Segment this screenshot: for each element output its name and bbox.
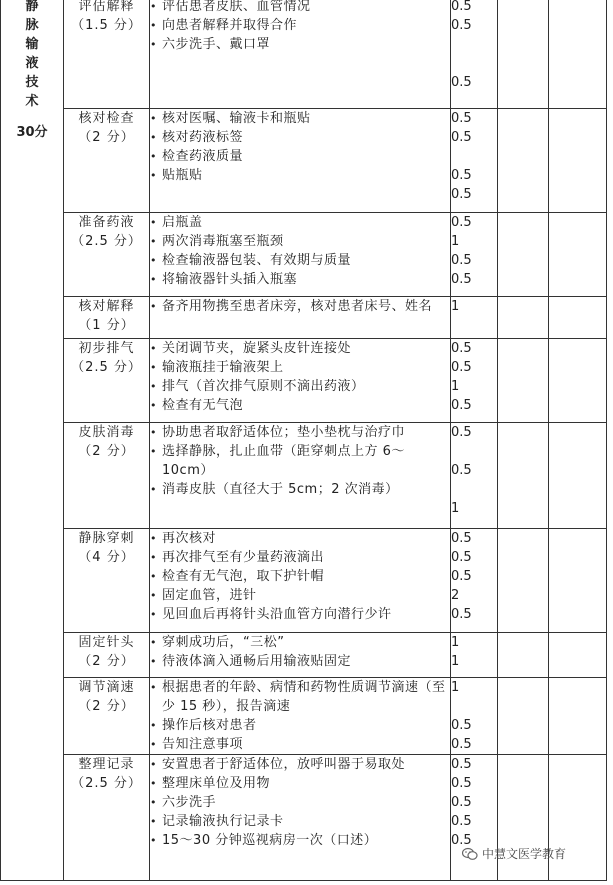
score-value: 0.5 (451, 215, 472, 230)
operation-text: 告知注意事项 (162, 737, 244, 752)
section-row (1, 529, 607, 633)
operation-text: 排气（首次排气原则不滴出药液） (162, 379, 365, 394)
item-cell (64, 213, 150, 297)
watermark-text: 中慧文医学教育 (482, 847, 567, 861)
bullet-icon: • (150, 551, 157, 564)
score-value (451, 54, 497, 73)
item-label: 评估解释 (78, 0, 135, 14)
bullet-icon: • (150, 300, 157, 313)
deduction-cell (498, 339, 549, 423)
bullet-icon: • (150, 131, 157, 144)
score-value (451, 442, 497, 461)
item-points: （2.5 分） (71, 360, 142, 375)
remark-cell (549, 0, 607, 109)
bullet-icon: • (150, 796, 157, 809)
score-value: 0.5 (451, 718, 472, 733)
operation-item (150, 423, 450, 442)
deduction-cell (498, 678, 549, 755)
bullet-icon: • (150, 719, 157, 732)
bullet-icon: • (150, 150, 157, 163)
operation-item (150, 605, 450, 624)
section-row (1, 297, 607, 339)
score-value: 1 (451, 680, 460, 695)
operation-item (150, 548, 450, 567)
operation-text: 将输液器针头插入瓶塞 (162, 272, 298, 287)
bullet-icon: • (150, 483, 157, 496)
operations-cell (150, 633, 451, 678)
operation-item (150, 213, 450, 232)
operation-text: 见回血后再将针头沿血管方向潜行少许 (162, 607, 392, 622)
bullet-icon: • (150, 834, 157, 847)
bullet-icon: • (150, 738, 157, 751)
score-value: 0.5 (451, 360, 472, 375)
operation-item (150, 716, 450, 735)
score-value: 0.5 (451, 531, 472, 546)
section-row (1, 213, 607, 297)
bullet-icon: • (150, 342, 157, 355)
operation-item (150, 128, 450, 147)
bullet-icon: • (150, 608, 157, 621)
wechat-icon (462, 847, 478, 861)
bullet-icon: • (150, 758, 157, 771)
operation-text: 备齐用物携至患者床旁，核对患者床号、姓名 (162, 299, 433, 314)
operation-item (150, 529, 450, 548)
operations-cell (150, 297, 451, 339)
operation-item (150, 251, 450, 270)
operation-text: 启瓶盖 (162, 215, 203, 230)
score-value: 1 (451, 635, 460, 650)
score-value: 1 (451, 379, 460, 394)
operation-item (150, 652, 450, 671)
item-points: （2.5 分） (71, 776, 142, 791)
score-value: 0.5 (451, 130, 472, 145)
operation-text: 穿刺成功后，“三松” (162, 635, 285, 650)
operation-item (150, 16, 450, 35)
operation-text: 六步洗手、戴口罩 (162, 37, 271, 52)
operation-text: 再次排气至有少量药液滴出 (162, 550, 325, 565)
item-label: 整理记录 (78, 757, 135, 772)
deduction-cell (498, 0, 549, 109)
bullet-icon: • (150, 380, 157, 393)
item-points: （2.5 分） (71, 234, 142, 249)
item-label: 皮肤消毒 (78, 425, 135, 440)
operation-text: 根据患者的年龄、病情和药物性质调节滴速（至少 15 秒），报告滴速 (162, 680, 446, 714)
score-value: 0.5 (451, 607, 472, 622)
score-cell (451, 297, 498, 339)
score-value: 0.5 (451, 776, 472, 791)
operation-text: 核对药液标签 (162, 130, 244, 145)
category-label: 静脉输液技术 (25, 0, 39, 109)
score-value: 0.5 (451, 569, 472, 584)
item-label: 初步排气 (78, 341, 135, 356)
bullet-icon: • (150, 254, 157, 267)
operation-item (150, 567, 450, 586)
deduction-cell (498, 297, 549, 339)
operation-text: 评估患者皮肤、血管情况 (162, 0, 311, 14)
bullet-icon: • (150, 38, 157, 51)
operation-text: 检查药液质量 (162, 149, 244, 164)
remark-cell (549, 297, 607, 339)
operation-item (150, 480, 450, 499)
score-value: 0.5 (451, 398, 472, 413)
category-score: 30分 (16, 125, 48, 140)
operation-text: 固定血管，进针 (162, 588, 257, 603)
remark-cell (549, 633, 607, 678)
operation-text: 贴瓶贴 (162, 168, 203, 183)
bullet-icon: • (150, 570, 157, 583)
score-value: 0.5 (451, 75, 472, 90)
operations-cell (150, 678, 451, 755)
score-cell (451, 633, 498, 678)
operation-text: 记录输液执行记录卡 (162, 814, 284, 829)
score-value: 0.5 (451, 18, 472, 33)
bullet-icon: • (150, 399, 157, 412)
score-value: 0.5 (451, 833, 472, 848)
item-label: 调节滴速 (78, 680, 135, 695)
operation-text: 待液体滴入通畅后用输液贴固定 (162, 654, 352, 669)
remark-cell (549, 213, 607, 297)
item-label: 准备药液 (78, 215, 135, 230)
score-value: 0.5 (451, 0, 472, 14)
item-cell (64, 755, 150, 881)
operation-item (150, 633, 450, 652)
operation-text: 15～30 分钟巡视病房一次（口述） (162, 833, 378, 848)
score-value: 0.5 (451, 795, 472, 810)
operation-item (150, 812, 450, 831)
operation-text: 安置患者于舒适体位，放呼叫器于易取处 (162, 757, 406, 772)
score-value: 0.5 (451, 187, 472, 202)
bullet-icon: • (150, 169, 157, 182)
item-cell (64, 633, 150, 678)
score-value: 2 (451, 588, 460, 603)
operation-text: 检查有无气泡 (162, 398, 244, 413)
operation-text: 整理床单位及用物 (162, 776, 271, 791)
operations-cell (150, 529, 451, 633)
operation-item (150, 232, 450, 251)
operation-item (150, 358, 450, 377)
section-row (1, 423, 607, 529)
operation-item (150, 831, 450, 850)
operation-item (150, 793, 450, 812)
operation-text: 输液瓶挂于输液架上 (162, 360, 284, 375)
score-cell (451, 0, 498, 109)
operation-item (150, 377, 450, 396)
deduction-cell (498, 213, 549, 297)
operation-text: 核对医嘱、输液卡和瓶贴 (162, 111, 311, 126)
section-row (1, 0, 607, 109)
operation-text: 操作后核对患者 (162, 718, 257, 733)
operation-item (150, 297, 450, 316)
score-value: 0.5 (451, 425, 472, 440)
operation-text: 再次核对 (162, 531, 217, 546)
bullet-icon: • (150, 445, 157, 458)
item-points: （2 分） (78, 130, 135, 145)
score-value: 0.5 (451, 737, 472, 752)
remark-cell (549, 529, 607, 633)
category-cell (1, 0, 64, 881)
item-points: （2 分） (78, 699, 135, 714)
score-value: 1 (451, 654, 460, 669)
operation-item (150, 35, 450, 54)
remark-cell (549, 109, 607, 213)
item-cell (64, 529, 150, 633)
section-row (1, 678, 607, 755)
deduction-cell (498, 109, 549, 213)
bullet-icon: • (150, 815, 157, 828)
score-value: 0.5 (451, 757, 472, 772)
item-cell (64, 423, 150, 529)
score-value: 0.5 (451, 550, 472, 565)
deduction-cell (498, 633, 549, 678)
bullet-icon: • (150, 235, 157, 248)
score-value: 0.5 (451, 814, 472, 829)
operations-cell (150, 109, 451, 213)
operation-text: 检查输液器包装、有效期与质量 (162, 253, 352, 268)
score-value: 0.5 (451, 168, 472, 183)
operation-text: 向患者解释并取得合作 (162, 18, 298, 33)
bullet-icon: • (150, 361, 157, 374)
deduction-cell (498, 529, 549, 633)
bullet-icon: • (150, 681, 157, 694)
item-cell (64, 0, 150, 109)
operation-item (150, 442, 450, 480)
score-value: 0.5 (451, 463, 472, 478)
bullet-icon: • (150, 19, 157, 32)
item-cell (64, 678, 150, 755)
watermark (462, 845, 566, 862)
operation-item (150, 270, 450, 289)
bullet-icon: • (150, 532, 157, 545)
score-value: 0.5 (451, 341, 472, 356)
item-cell (64, 297, 150, 339)
bullet-icon: • (150, 216, 157, 229)
bullet-icon: • (150, 112, 157, 125)
operation-text: 六步洗手 (162, 795, 217, 810)
operation-item (150, 755, 450, 774)
remark-cell (549, 339, 607, 423)
item-label: 核对检查 (78, 111, 135, 126)
item-points: （2 分） (78, 444, 135, 459)
score-value: 1 (451, 299, 460, 314)
score-cell (451, 529, 498, 633)
operation-item (150, 339, 450, 358)
operations-cell (150, 339, 451, 423)
section-row (1, 339, 607, 423)
bullet-icon: • (150, 273, 157, 286)
operation-item (150, 147, 450, 166)
operations-cell (150, 423, 451, 529)
item-points: （1.5 分） (71, 18, 142, 33)
score-value: 0.5 (451, 253, 472, 268)
bullet-icon: • (150, 0, 157, 13)
score-cell (451, 423, 498, 529)
section-row (1, 633, 607, 678)
operation-text: 消毒皮肤（直径大于 5cm；2 次消毒） (162, 482, 399, 497)
item-points: （4 分） (78, 550, 135, 565)
remark-cell (549, 423, 607, 529)
operation-item (150, 586, 450, 605)
score-value: 1 (451, 234, 460, 249)
score-value: 0.5 (451, 272, 472, 287)
item-points: （2 分） (78, 654, 135, 669)
item-label: 核对解释 (78, 299, 135, 314)
score-cell (451, 339, 498, 423)
score-value (451, 480, 497, 499)
score-value (451, 147, 497, 166)
bullet-icon: • (150, 636, 157, 649)
bullet-icon: • (150, 426, 157, 439)
item-cell (64, 109, 150, 213)
operation-item (150, 774, 450, 793)
operations-cell (150, 755, 451, 881)
score-value: 0.5 (451, 111, 472, 126)
bullet-icon: • (150, 589, 157, 602)
operation-item (150, 678, 450, 716)
operation-text: 选择静脉，扎止血带（距穿刺点上方 6～10cm） (162, 444, 405, 478)
operation-text: 两次消毒瓶塞至瓶颈 (162, 234, 284, 249)
operation-item (150, 735, 450, 754)
operation-text: 协助患者取舒适体位；垫小垫枕与治疗巾 (162, 425, 406, 440)
remark-cell (549, 678, 607, 755)
item-label: 固定针头 (78, 635, 135, 650)
deduction-cell (498, 423, 549, 529)
section-row (1, 109, 607, 213)
item-cell (64, 339, 150, 423)
operations-cell (150, 213, 451, 297)
operation-text: 关闭调节夹，旋紧头皮针连接处 (162, 341, 352, 356)
bullet-icon: • (150, 777, 157, 790)
score-cell (451, 678, 498, 755)
operation-item (150, 166, 450, 185)
operations-cell (150, 0, 451, 109)
operation-item (150, 396, 450, 415)
item-label: 静脉穿刺 (78, 531, 135, 546)
score-cell (451, 109, 498, 213)
score-value: 1 (451, 501, 460, 516)
score-value (451, 697, 497, 716)
operation-item (150, 109, 450, 128)
score-value (451, 35, 497, 54)
bullet-icon: • (150, 655, 157, 668)
item-points: （1 分） (78, 318, 135, 333)
operation-text: 检查有无气泡，取下护针帽 (162, 569, 325, 584)
score-cell (451, 213, 498, 297)
operation-item (150, 0, 450, 16)
